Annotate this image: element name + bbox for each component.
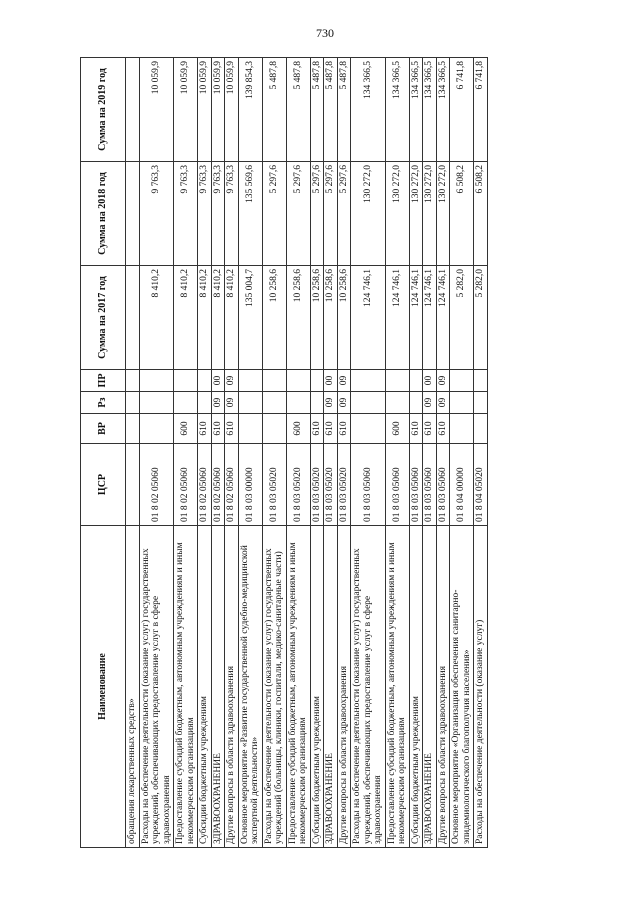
cell-pr: [351, 370, 386, 392]
rotated-table-container: [80, 58, 562, 848]
cell-vr: 610: [423, 414, 437, 444]
cell-rz: 09: [436, 392, 450, 414]
cell-name: Предоставление субсидий бюджетным, автономным учреждениям и иным некоммерческим организациям: [286, 526, 310, 848]
cell-csr: 01 8 03 05060: [351, 444, 386, 526]
cell-rz: [409, 392, 423, 414]
cell-pr: [174, 370, 198, 392]
cell-csr: 01 8 02 05060: [174, 444, 198, 526]
cell-csr: [126, 444, 140, 526]
cell-sum-2019: 134 366,5: [409, 58, 423, 162]
cell-vr: 600: [286, 414, 310, 444]
cell-pr: 09: [225, 370, 239, 392]
cell-csr: 01 8 03 05020: [337, 444, 351, 526]
table-row: [139, 58, 174, 848]
cell-pr: [409, 370, 423, 392]
cell-name: Расходы на обеспечение деятельности (оказание услуг) государственных учреждений (больницы, клиники, госпитали, медико-санитарные части): [262, 526, 286, 848]
cell-pr: [474, 370, 488, 392]
cell-csr: 01 8 02 05060: [198, 444, 212, 526]
cell-sum-2017: 10 258,6: [310, 266, 324, 370]
cell-sum-2019: 6 741,8: [450, 58, 474, 162]
cell-csr: 01 8 02 05060: [211, 444, 225, 526]
cell-rz: [474, 392, 488, 414]
table-header-row: [81, 58, 126, 848]
cell-vr: [474, 414, 488, 444]
cell-pr: 09: [436, 370, 450, 392]
cell-vr: 610: [198, 414, 212, 444]
cell-sum-2018: 135 569,6: [238, 162, 262, 266]
cell-sum-2017: 124 746,1: [351, 266, 386, 370]
cell-sum-2019: 134 366,5: [423, 58, 437, 162]
cell-rz: 09: [337, 392, 351, 414]
cell-sum-2019: 10 059,9: [225, 58, 239, 162]
cell-sum-2018: 130 272,0: [436, 162, 450, 266]
cell-rz: [198, 392, 212, 414]
cell-sum-2018: 5 297,6: [262, 162, 286, 266]
cell-sum-2019: 10 059,9: [174, 58, 198, 162]
table-row: [225, 58, 239, 848]
cell-name: Основное мероприятие «Развитие государственной судебно-медицинской экспертной деятельности»: [238, 526, 262, 848]
cell-name: Субсидии бюджетным учреждениям: [310, 526, 324, 848]
table-body: [126, 58, 488, 848]
cell-sum-2018: 6 508,2: [450, 162, 474, 266]
cell-rz: [450, 392, 474, 414]
cell-sum-2018: 9 763,3: [211, 162, 225, 266]
cell-pr: [385, 370, 409, 392]
cell-sum-2018: 5 297,6: [324, 162, 338, 266]
cell-sum-2018: [126, 162, 140, 266]
cell-sum-2019: 6 741,8: [474, 58, 488, 162]
cell-name: Субсидии бюджетным учреждениям: [409, 526, 423, 848]
cell-sum-2017: 135 004,7: [238, 266, 262, 370]
cell-csr: 01 8 03 05060: [436, 444, 450, 526]
cell-csr: 01 8 03 05020: [324, 444, 338, 526]
cell-vr: [126, 414, 140, 444]
cell-sum-2018: 130 272,0: [409, 162, 423, 266]
table-row: [310, 58, 324, 848]
cell-rz: [262, 392, 286, 414]
cell-rz: 09: [324, 392, 338, 414]
cell-sum-2017: 10 258,6: [324, 266, 338, 370]
cell-sum-2019: 5 487,8: [262, 58, 286, 162]
cell-vr: 610: [436, 414, 450, 444]
cell-pr: [238, 370, 262, 392]
cell-rz: [126, 392, 140, 414]
cell-rz: 09: [211, 392, 225, 414]
cell-csr: 01 8 03 05020: [286, 444, 310, 526]
table-row: [262, 58, 286, 848]
cell-sum-2017: 8 410,2: [225, 266, 239, 370]
cell-rz: [351, 392, 386, 414]
cell-sum-2017: 8 410,2: [174, 266, 198, 370]
cell-vr: 610: [225, 414, 239, 444]
cell-name: Предоставление субсидий бюджетным, автономным учреждениям и иным некоммерческим организациям: [174, 526, 198, 848]
cell-csr: 01 8 03 05020: [262, 444, 286, 526]
cell-sum-2017: 10 258,6: [286, 266, 310, 370]
cell-vr: [262, 414, 286, 444]
cell-pr: 00: [423, 370, 437, 392]
cell-rz: [174, 392, 198, 414]
cell-pr: [310, 370, 324, 392]
cell-csr: 01 8 03 05060: [385, 444, 409, 526]
cell-sum-2019: 134 366,5: [385, 58, 409, 162]
cell-rz: [238, 392, 262, 414]
cell-sum-2018: 130 272,0: [423, 162, 437, 266]
cell-sum-2018: 9 763,3: [174, 162, 198, 266]
cell-name: Другие вопросы в области здравоохранения: [225, 526, 239, 848]
cell-sum-2017: 124 746,1: [423, 266, 437, 370]
cell-pr: 00: [324, 370, 338, 392]
table-row: [238, 58, 262, 848]
header-pr: ПР: [81, 370, 126, 392]
cell-sum-2019: 5 487,8: [310, 58, 324, 162]
cell-sum-2019: 139 854,3: [238, 58, 262, 162]
cell-name: ЗДРАВООХРАНЕНИЕ: [324, 526, 338, 848]
cell-vr: 600: [174, 414, 198, 444]
cell-rz: [286, 392, 310, 414]
cell-sum-2019: 5 487,8: [286, 58, 310, 162]
cell-sum-2018: 5 297,6: [310, 162, 324, 266]
header-sum-2017: Сумма на 2017 год: [81, 266, 126, 370]
table-row: [409, 58, 423, 848]
cell-name: Другие вопросы в области здравоохранения: [337, 526, 351, 848]
cell-pr: 09: [337, 370, 351, 392]
cell-vr: 610: [211, 414, 225, 444]
cell-sum-2019: 134 366,5: [351, 58, 386, 162]
cell-csr: 01 8 02 05060: [139, 444, 174, 526]
page-number: 730: [316, 26, 334, 40]
cell-sum-2019: 10 059,9: [139, 58, 174, 162]
table-row: [351, 58, 386, 848]
table-row: [337, 58, 351, 848]
table-row: [286, 58, 310, 848]
cell-rz: 09: [225, 392, 239, 414]
cell-name: Другие вопросы в области здравоохранения: [436, 526, 450, 848]
cell-sum-2017: 10 258,6: [337, 266, 351, 370]
header-sum-2019: Сумма на 2019 год: [81, 58, 126, 162]
cell-pr: [198, 370, 212, 392]
cell-name: Расходы на обеспечение деятельности (оказание услуг) государственных учреждений, обеспечивающих предоставление услуг в сфере здравоохранения: [351, 526, 386, 848]
cell-sum-2019: 5 487,8: [337, 58, 351, 162]
table-row: [174, 58, 198, 848]
cell-rz: [385, 392, 409, 414]
table-row: [324, 58, 338, 848]
table-row: [385, 58, 409, 848]
cell-pr: [126, 370, 140, 392]
cell-name: Основное мероприятие «Организация обеспечения санитарно-эпидемиологического благополучия населения»: [450, 526, 474, 848]
header-name: Наименование: [81, 526, 126, 848]
header-sum-2018: Сумма на 2018 год: [81, 162, 126, 266]
cell-sum-2019: 10 059,9: [211, 58, 225, 162]
cell-vr: 610: [324, 414, 338, 444]
cell-sum-2018: 9 763,3: [139, 162, 174, 266]
cell-vr: [351, 414, 386, 444]
table-row: [198, 58, 212, 848]
cell-sum-2017: 5 282,0: [450, 266, 474, 370]
cell-sum-2017: 8 410,2: [198, 266, 212, 370]
cell-vr: [139, 414, 174, 444]
cell-sum-2019: 10 059,9: [198, 58, 212, 162]
cell-sum-2017: 8 410,2: [139, 266, 174, 370]
cell-vr: 610: [310, 414, 324, 444]
cell-sum-2017: [126, 266, 140, 370]
cell-vr: 600: [385, 414, 409, 444]
cell-sum-2017: 124 746,1: [436, 266, 450, 370]
table-row: [423, 58, 437, 848]
budget-table: [80, 57, 488, 848]
cell-csr: 01 8 03 00000: [238, 444, 262, 526]
cell-sum-2018: 130 272,0: [385, 162, 409, 266]
cell-vr: 610: [409, 414, 423, 444]
cell-name: ЗДРАВООХРАНЕНИЕ: [423, 526, 437, 848]
cell-pr: [450, 370, 474, 392]
cell-pr: [262, 370, 286, 392]
cell-rz: [139, 392, 174, 414]
cell-sum-2017: 124 746,1: [385, 266, 409, 370]
header-csr: ЦСР: [81, 444, 126, 526]
cell-sum-2018: 9 763,3: [198, 162, 212, 266]
cell-csr: 01 8 03 05060: [423, 444, 437, 526]
table-row: [474, 58, 488, 848]
cell-csr: 01 8 04 00000: [450, 444, 474, 526]
table-row: [126, 58, 140, 848]
table-row: [211, 58, 225, 848]
cell-sum-2017: 8 410,2: [211, 266, 225, 370]
cell-sum-2018: 5 297,6: [286, 162, 310, 266]
header-vr: ВР: [81, 414, 126, 444]
cell-sum-2017: 5 282,0: [474, 266, 488, 370]
header-rz: Рз: [81, 392, 126, 414]
cell-csr: 01 8 03 05060: [409, 444, 423, 526]
cell-sum-2018: 9 763,3: [225, 162, 239, 266]
cell-pr: [139, 370, 174, 392]
cell-csr: 01 8 02 05060: [225, 444, 239, 526]
cell-name: Расходы на обеспечение деятельности (оказание услуг): [474, 526, 488, 848]
cell-rz: [310, 392, 324, 414]
cell-csr: 01 8 04 05020: [474, 444, 488, 526]
cell-vr: [450, 414, 474, 444]
table-row: [436, 58, 450, 848]
cell-vr: 610: [337, 414, 351, 444]
cell-sum-2017: 124 746,1: [409, 266, 423, 370]
cell-pr: 00: [211, 370, 225, 392]
cell-vr: [238, 414, 262, 444]
cell-name: обращения лекарственных средств»: [126, 526, 140, 848]
table-row: [450, 58, 474, 848]
cell-name: Расходы на обеспечение деятельности (оказание услуг) государственных учреждений, обеспечивающих предоставление услуг в сфере здравоохранения: [139, 526, 174, 848]
cell-csr: 01 8 03 05020: [310, 444, 324, 526]
cell-sum-2018: 5 297,6: [337, 162, 351, 266]
cell-name: Предоставление субсидий бюджетным, автономным учреждениям и иным некоммерческим организациям: [385, 526, 409, 848]
cell-rz: 09: [423, 392, 437, 414]
cell-sum-2019: 134 366,5: [436, 58, 450, 162]
cell-pr: [286, 370, 310, 392]
cell-sum-2019: [126, 58, 140, 162]
cell-name: ЗДРАВООХРАНЕНИЕ: [211, 526, 225, 848]
rotated-table-area: [80, 58, 562, 848]
cell-sum-2017: 10 258,6: [262, 266, 286, 370]
cell-sum-2018: 6 508,2: [474, 162, 488, 266]
cell-name: Субсидии бюджетным учреждениям: [198, 526, 212, 848]
cell-sum-2019: 5 487,8: [324, 58, 338, 162]
cell-sum-2018: 130 272,0: [351, 162, 386, 266]
